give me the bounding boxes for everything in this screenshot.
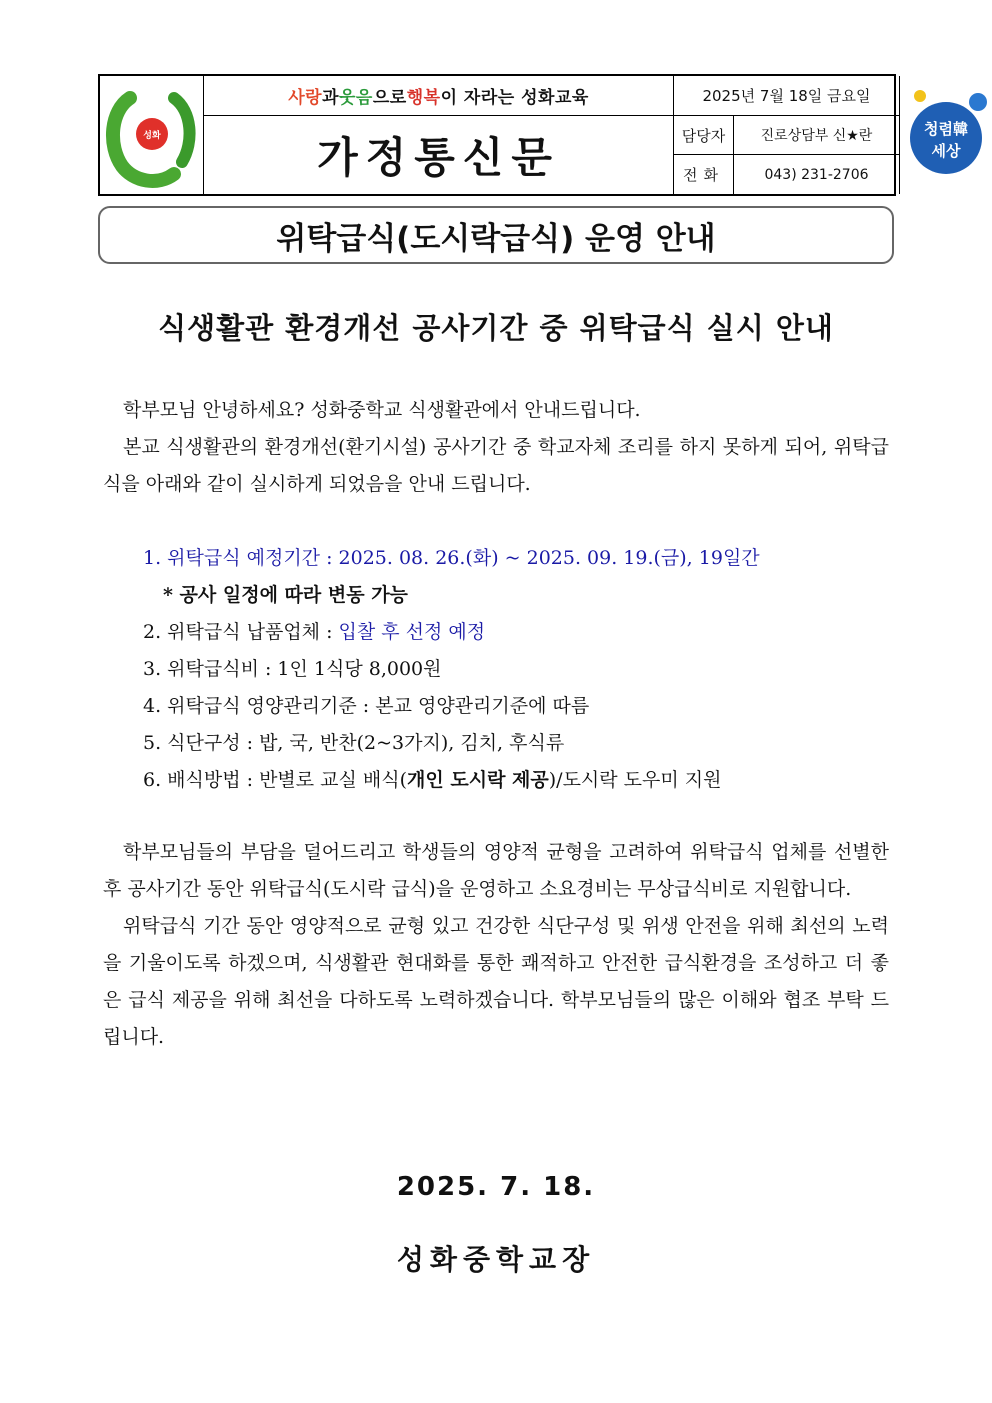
- list-item: 5. 식단구성 : 밥, 국, 반찬(2~3가지), 김치, 후식류: [143, 732, 565, 754]
- list-item: 4. 위탁급식 영양관리기준 : 본교 영양관리기준에 따름: [143, 695, 590, 717]
- list-item-emphasis: 개인 도시락 제공: [407, 769, 549, 791]
- list-note: * 공사 일정에 따라 변동 가능: [163, 584, 408, 606]
- signature-date: 2025. 7. 18.: [396, 1172, 596, 1202]
- notice-banner: 위탁급식(도시락급식) 운영 안내: [98, 206, 894, 264]
- intro-paragraph: [103, 392, 889, 503]
- svg-text:세상: 세상: [931, 142, 961, 160]
- list-item-text: 6. 배식방법 : 반별로 교실 배식(: [143, 769, 408, 791]
- slogan-text: 으로: [372, 88, 407, 108]
- details-list: [143, 540, 883, 799]
- phone-label: 전화: [674, 155, 734, 194]
- list-item-text: )/도시락 도우미 지원: [548, 769, 722, 791]
- list-item-label: 2. 위탁급식 납품업체 :: [143, 621, 339, 643]
- slogan-text: 이 자라는 성화교육: [440, 88, 589, 108]
- integrity-logo: [900, 76, 992, 194]
- list-item: 1. 위탁급식 예정기간 : 2025. 08. 26.(화) ~ 2025. 09. 19.(금), 19일간: [143, 547, 760, 569]
- list-item-value: 입찰 후 선정 예정: [338, 621, 486, 643]
- closing-paragraph: [103, 834, 889, 1056]
- intro-line: 본교 식생활관의 환경개선(환기시설) 공사기간 중 학교자체 조리를 하지 못하게 되어, 위탁급식을 아래와 같이 실시하게 되었음을 안내 드립니다.: [103, 436, 889, 495]
- contact-value: 진로상담부 신★란: [734, 116, 900, 155]
- contact-label: 담당자: [674, 116, 734, 155]
- integrity-logo-icon: [900, 76, 992, 194]
- signer-name: 성화중학교장: [396, 1243, 596, 1276]
- list-item: 3. 위탁급식비 : 1인 1식당 8,000원: [143, 658, 442, 680]
- list-item: [143, 614, 883, 651]
- issue-date: 2025년 7월 18일 금요일: [674, 76, 900, 116]
- notice-subtitle: 식생활관 환경개선 공사기간 중 위탁급식 실시 안내: [158, 311, 834, 345]
- phone-value: 043) 231-2706: [734, 155, 900, 194]
- svg-text:청렴韓: 청렴韓: [924, 120, 968, 138]
- svg-text:성화: 성화: [143, 131, 161, 141]
- intro-line: 학부모님 안녕하세요? 성화중학교 식생활관에서 안내드립니다.: [123, 399, 641, 421]
- slogan-word-love: 사랑: [288, 88, 323, 108]
- list-item: [143, 762, 883, 799]
- school-logo: [100, 76, 204, 194]
- closing-line: 학부모님들의 부담을 덜어드리고 학생들의 영양적 균형을 고려하여 위탁급식 업체를 선별한 후 공사기간 동안 위탁급식(도시락 급식)을 운영하고 소요경비는 무상급식비로 지원합니다.: [103, 841, 889, 900]
- slogan-word-laughter: 웃음: [339, 88, 373, 108]
- letter-header: [98, 74, 968, 196]
- slogan-text: 과: [322, 88, 339, 108]
- school-logo-icon: [100, 76, 204, 194]
- newsletter-title: 가정통신문: [204, 116, 674, 194]
- school-slogan: [204, 76, 674, 116]
- slogan-word-happiness: 행복: [406, 88, 441, 108]
- closing-line: 위탁급식 기간 동안 영양적으로 균형 있고 건강한 식단구성 및 위생 안전을 위해 최선의 노력을 기울이도록 하겠으며, 식생활관 현대화를 통한 쾌적하고 안전한 급식환경을 조성하고 더 좋은 급식 제공을 위해 최선을 다하도록 노력하겠습니다. 학부모님들의 많은 이해와 협조 부탁 드립니다.: [103, 915, 889, 1048]
